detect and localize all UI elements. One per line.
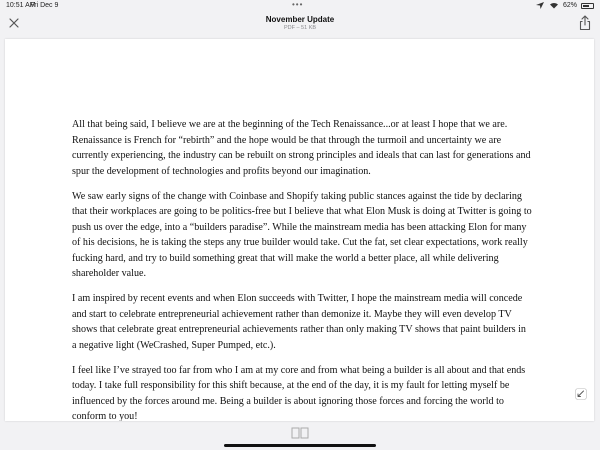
- battery-percent: 62%: [562, 2, 577, 9]
- wifi-icon: [549, 2, 559, 9]
- document-title: November Update: [265, 15, 335, 24]
- paragraph: I am inspired by recent events and when Elon succeeds with Twitter, I hope the mainstream media will concede and start to celebrate entrepreneurial achievement rather than demonize it. Maybe they will even develop TV shows that celebrate great entrepreneurial achievements rather than only making TV shows that paint builders in a negative light (WeCrashed, Super Pumped, etc.).: [72, 293, 526, 351]
- status-right: [536, 2, 594, 9]
- battery-icon: [581, 3, 594, 9]
- pdf-page[interactable]: [5, 39, 594, 421]
- page-thumbnails-icon[interactable]: [290, 426, 310, 440]
- paragraph: We saw early signs of the change with Coinbase and Shopify taking public stances against the tide by declaring that their workplaces are going to be politics-free but I believe that what Elon Musk is doing at Twitter is going to push us over the edge, into a “builders paradise”. While the mainstream media has been attacking Elon for many of his decisions, he is taking the steps any true builder would take. Cut the fat, set clear expectations, work really fucking hard, and try to build something great that will make the world a better place, all while delivering shareholder value.: [72, 190, 532, 279]
- multitasking-dots-icon[interactable]: •••: [292, 0, 304, 9]
- status-date: Fri Dec 9: [30, 2, 59, 9]
- home-indicator[interactable]: [224, 444, 376, 447]
- document-body: [72, 117, 532, 421]
- status-bar: [0, 0, 600, 12]
- markup-icon[interactable]: [575, 388, 587, 400]
- document-file-info: PDF – 51 KB: [283, 25, 317, 31]
- location-arrow-icon: [536, 2, 545, 9]
- paragraph: All that being said, I believe we are at the beginning of the Tech Renaissance...or at least I hope that we are. Renaissance is French for “rebirth” and the hope would be that through the turmoil and uncertainty we are currently experiencing, the industry can be rebuilt on strong principles and ideals that can last for generations and spur the development of technologies and profits beyond our imagination.: [72, 119, 531, 177]
- document-toolbar: [0, 12, 600, 36]
- paragraph: I feel like I’ve strayed too far from who I am at my core and from what being a builder is all about and that ends today. I take full responsibility for this shift because, at the end of the day, it is my fault for letting myself be influenced by the forces around me. Being a builder is about ignoring those forces and forcing the world to conform to you!: [72, 364, 526, 421]
- status-time: 10:51 AM: [6, 2, 36, 9]
- share-icon[interactable]: [578, 15, 592, 31]
